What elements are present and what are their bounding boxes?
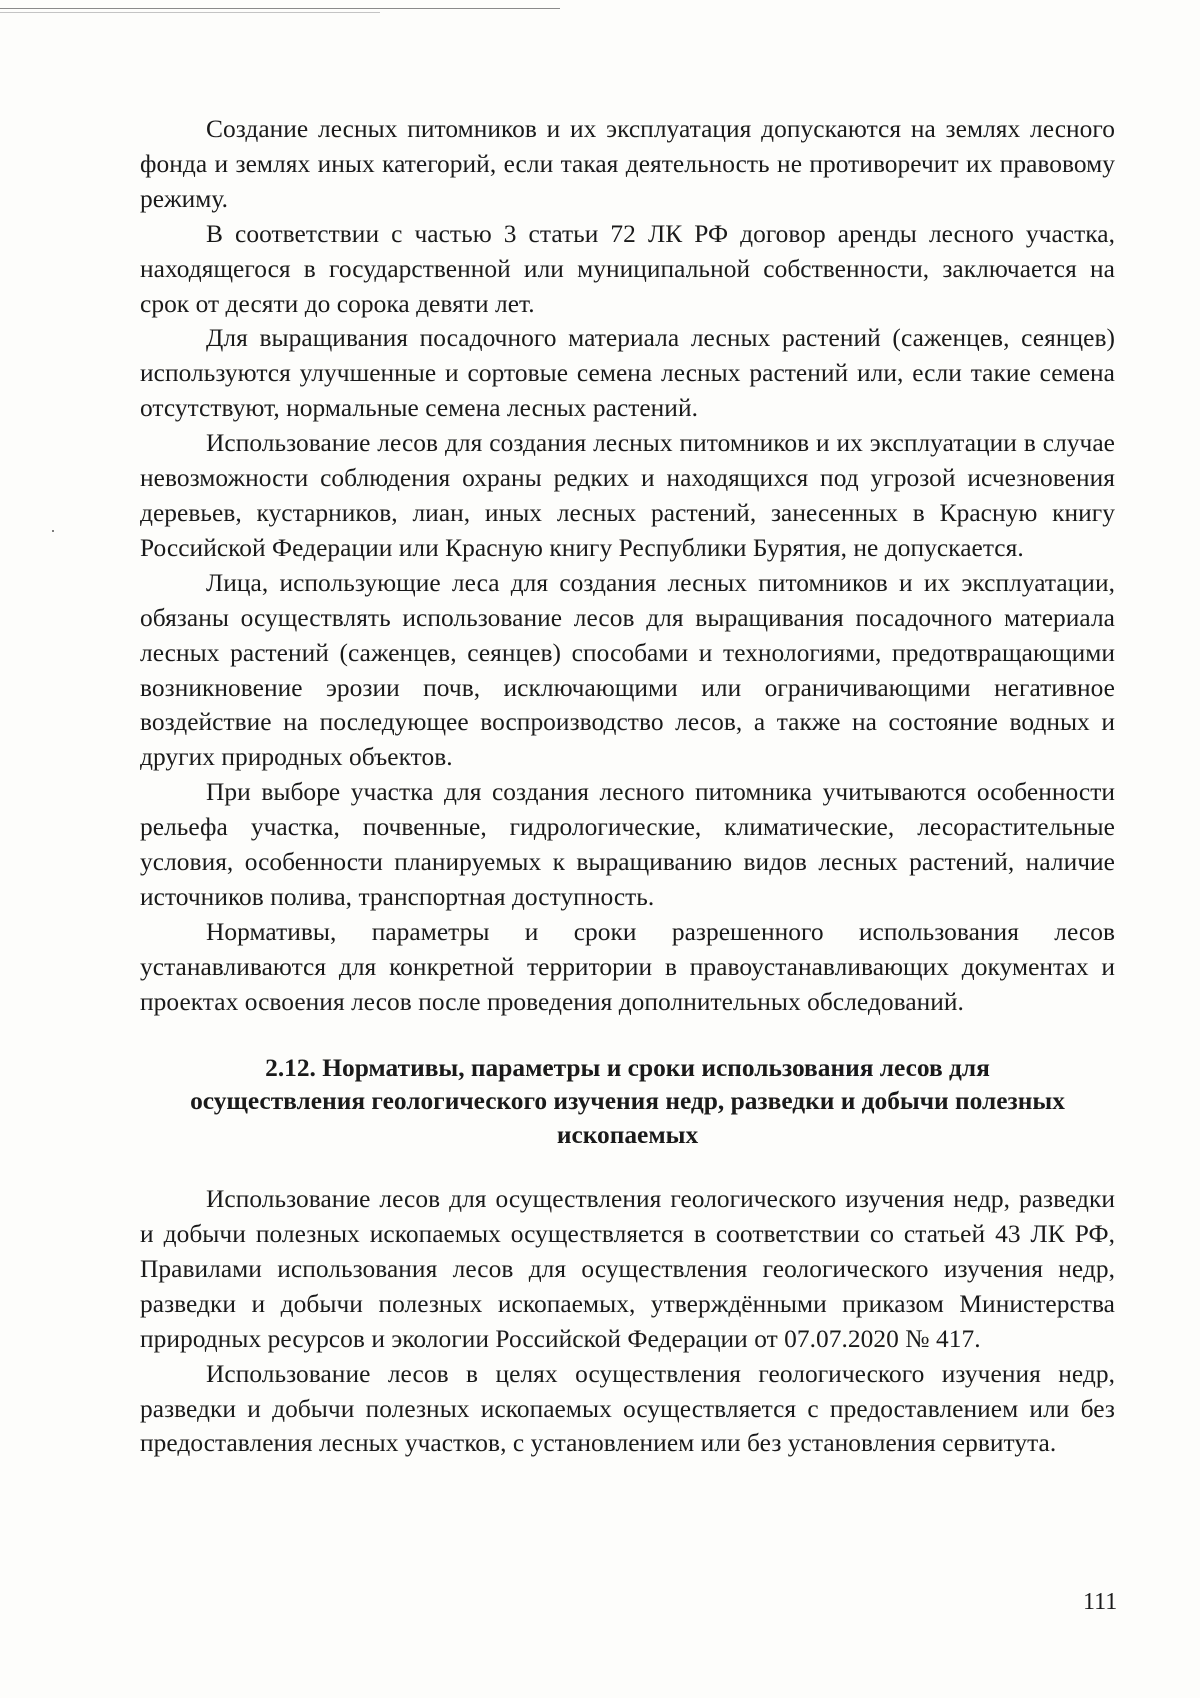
paragraph-lease-term: В соответствии с частью 3 статьи 72 ЛК РФ договор аренды лесного участка, находящегося в государственной или муниципальной собственности, заключается на срок от десяти до сорока девяти лет. — [140, 219, 1115, 318]
top-edge-rule-thin — [0, 12, 380, 13]
paragraph-planting-seeds: Для выращивания посадочного материала лесных растений (саженцев, сеянцев) используются улучшенные и сортовые семена лесных растений или, если такие семена отсутствуют, нормальные семена лесных растений. — [140, 324, 1115, 423]
paragraph-geology-article: Использование лесов для осуществления геологического изучения недр, разведки и добычи полезных ископаемых осуществляется в соответствии со статьей 43 ЛК РФ, Правилами использования лесов для осуществления геологического изучения недр, разведки и добычи полезных ископаемых, утверждёнными приказом Министерства природных ресурсов и экологии Российской Федерации от 07.07.2020 № 417. — [140, 1185, 1115, 1353]
document-body — [140, 112, 1115, 1461]
section-heading-2-12: 2.12. Нормативы, параметры и сроки использования лесов для осуществления геологического изучения недр, разведки и добычи полезных ископаемых — [190, 1053, 1065, 1149]
paragraph-obligations: Лица, использующие леса для создания лесных питомников и их эксплуатации, обязаны осуществлять использование лесов для выращивания посадочного материала лесных растений (саженцев, сеянцев) способами и технологиями, предотвращающими возникновение эрозии почв, исключающими или ограничивающими негативное воздействие на последующее воспроизводство лесов, а также на состояние водных и других природных объектов. — [140, 568, 1115, 772]
paragraph-red-book: Использование лесов для создания лесных питомников и их эксплуатации в случае невозможности соблюдения охраны редких и находящихся под угрозой исчезновения деревьев, кустарников, лиан, иных лесных растений, занесенных в Красную книгу Российской Федерации или Красную книгу Республики Бурятия, не допускается. — [140, 429, 1115, 562]
paragraph-geology-servitude: Использование лесов в целях осуществления геологического изучения недр, разведки и добычи полезных ископаемых осуществляется с предоставлением или без предоставления лесных участков, с установлением или без установления сервитута. — [140, 1359, 1115, 1458]
paragraph-norms: Нормативы, параметры и сроки разрешенного использования лесов устанавливаются для конкретной территории в правоустанавливающих документах и проектах освоения лесов после проведения дополнительных обследований. — [140, 917, 1115, 1016]
page-number: 111 — [1083, 1589, 1118, 1615]
scan-speck — [52, 530, 54, 532]
paragraph-nurseries-land: Создание лесных питомников и их эксплуатация допускаются на землях лесного фонда и землях иных категорий, если такая деятельность не противоречит их правовому режиму. — [140, 115, 1115, 213]
paragraph-site-selection: При выборе участка для создания лесного питомника учитываются особенности рельефа участка, почвенные, гидрологические, климатические, лесорастительные условия, особенности планируемых к выращиванию видов лесных растений, наличие источников полива, транспортная доступность. — [140, 778, 1115, 911]
top-edge-rule — [0, 8, 560, 9]
